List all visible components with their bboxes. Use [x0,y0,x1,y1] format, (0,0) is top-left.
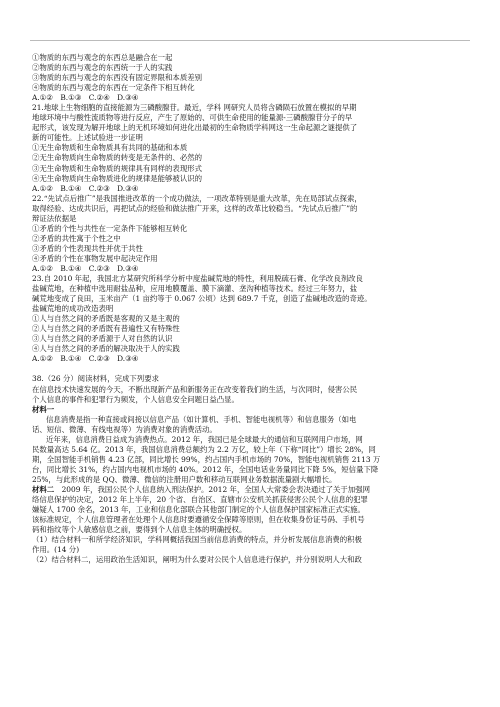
question-text: 起形式，该发现为解开地球上的无机环境如何进化出最初的生命物质学科网这一生命起源之谜提供了 [32,123,358,133]
option: ②物质的东西与观念的东西统一于人的实践 [32,63,173,73]
question-text: 地球环境中与酸性流质物等进行反应，产生了原始的、可供生命使用的能量源-三磷酸腺苷分子的早 [32,113,353,123]
question-text: 盐碱荒地，在种植中选用耐盐品种，应用地膜覆盖、膜下滴灌、垄沟种植等技术。经过三年努力，盐 [32,284,358,294]
question-text: 辩证法依据是 [32,213,77,223]
option: ②无生命物质向生命物质的转变是无条件的、必然的 [32,153,202,163]
question-22 [32,194,472,274]
material-text: 码和指纹等个人敏感信息之前，要得到个人信息主体的明确授权。 [32,525,247,535]
answer-choices: A.①② B.①④ C.②③ D.③④ [32,354,139,364]
question-38 [32,374,472,565]
option: ②人与自然之间的矛盾既有普遍性又有特殊性 [32,324,180,334]
question-23 [32,274,472,364]
requirement-1: （1）结合材料一和所学经济知识，学科网概括我国当前信息消费的特点，并分析发展信息消费的积极 [32,535,362,545]
material-2-line [32,485,472,495]
question-text: 个人信息的事件和犯罪行为频发，个人信息安全问题日益凸显。 [32,394,239,404]
option: ④人与自然之间的矛盾的解决取决于人的实践 [32,344,180,354]
question-text: 取得经验、达成共识后，再把试点的经验和做法推广开来，这样的改革比较稳当。“先试点后推广”的 [32,203,358,213]
question-text: 23.自 2010 年起，我国北方某研究所科学分析中度盐碱荒地的特性，利用脱硫石膏、化学改良剂改良 [32,274,363,284]
option: ①人与自然之间的矛盾既是客观的又是主观的 [32,314,180,324]
option: ④无生命物质向生命物质进化的规律是能够被认识的 [32,173,202,183]
material-text: 话、短信、微薄、有线电视等）为消费对象的消费活动。 [32,424,217,434]
option: ④物质的东西与观念的东西在一定条件下相互转化 [32,83,195,93]
option: ③矛盾的个性表现共性并优于共性 [32,243,143,253]
requirement-2: （2）结合材料二，运用政治生活知识，阐明为什么要对公民个人信息进行保护，并分别说明人大和政 [32,555,362,565]
page-content [32,53,472,565]
material-text: 民数量高达 5.64 亿。2013 年，我国信息消费总额约为 2.2 万亿，较上年（下称“同比”）增长 28%，同 [32,444,376,454]
option: ①物质的东西与观念的东西总是融合在一起 [32,53,173,62]
material-text: 该标准规定，个人信息管理者在处理个人信息时要遵循安全保障等原则，但在收集身份证号码、手机号 [32,515,365,525]
material-text: 25%，与此形成的是 QQ、微薄、微信的注册用户数和移动互联网业务数据流量剧大幅增长。 [32,474,337,484]
material-1-label: 材料一 [32,404,55,414]
answer-choices: A.①② B.①③ C.②④ D.③④ [32,93,139,103]
material-text: 信息消费是指一种直接或间接以信息产品（如计算机、手机、智能电视机等）和信息服务（如电 [46,414,357,424]
option: ③无生命物质和生命物质的规律具有同样的表现形式 [32,163,202,173]
question-text: 21.地球上生物细胞的直接能源为三磷酸腺苷。最近，学科 网研究人员将含磷陨石放置在模拟的早期 [32,103,357,113]
question-21 [32,103,472,193]
question-text: 在信息技术快速发展的今天，不断出现新产品和新服务正在改变着我们的生活，与次同时，侵害公民 [32,384,358,394]
option: ④矛盾的个性在事物发展中起决定作用 [32,253,158,263]
option: ③物质的东西与观念的东西没有固定界限和本质差别 [32,73,202,83]
question-text: 新的可能性。上述试验进一步证明 [32,133,143,143]
requirement-1-cont: 作用。(14 分) [32,545,80,555]
material-text: 台，同比增长 31%，约占国内电视机市场的 40%。2012 年，全国电话业务量同比下降 5%，短信量下降 [32,464,379,474]
option: ①无生命物质和生命物质具有共同的基础和本质 [32,143,188,153]
answer-choices: A.①② B.①④ C.②③ D.③④ [32,263,139,273]
question-20-options [32,53,472,103]
question-text: 盐碱荒地的成功改造表明 [32,304,114,314]
question-text: 碱荒地变成了良田，玉米亩产（1 亩约等于 0.067 公顷）达到 689.7 千克，创造了盐碱地改造的奇迹。 [32,294,372,304]
material-text: 2009 年，我国公民个人信息纳入刑法保护。2012 年，全国人大常委会表决通过了关于加强网 [61,484,370,494]
option: ③人与自然之间的矛盾源于人对自然的认识 [32,334,173,344]
material-2-label: 材料二 [32,484,55,494]
material-text: 络信息保护的决定，2012 年上半年，20 个省、自治区、直辖市公安机关抓获侵害公民个人信息的犯罪 [32,495,368,505]
answer-choices: A.①② B.①④ C.②③ D.③④ [32,183,139,193]
question-title: 38.（26 分）阅读材料，完成下列要求 [32,374,159,384]
material-text: 期，全国智能手机销售 4.23 亿部，同比增长 99%，约占国内手机市场的 70%，智能电视机销售 2113 万 [32,454,381,464]
option: ②矛盾的共性寓于个性之中 [32,233,121,243]
header-rule [30,40,470,41]
option: ①矛盾的个性与共性在一定条件下能够相互转化 [32,223,188,233]
material-text: 近年来，信息消费日益成为消费热点。2012 年，我国已是全球最大的通信和互联网用户市场，网 [46,434,363,444]
material-text: 嫌疑人 1700 余名，2013 年，工业和信息化部联合其他部门制定的个人信息保护国家标准正式实施。 [32,505,365,515]
question-text: 22.“先试点后推广”是我国推进改革的一个成功做法，一项改革特别是重大改革，先在局部试点探索， [32,193,362,203]
